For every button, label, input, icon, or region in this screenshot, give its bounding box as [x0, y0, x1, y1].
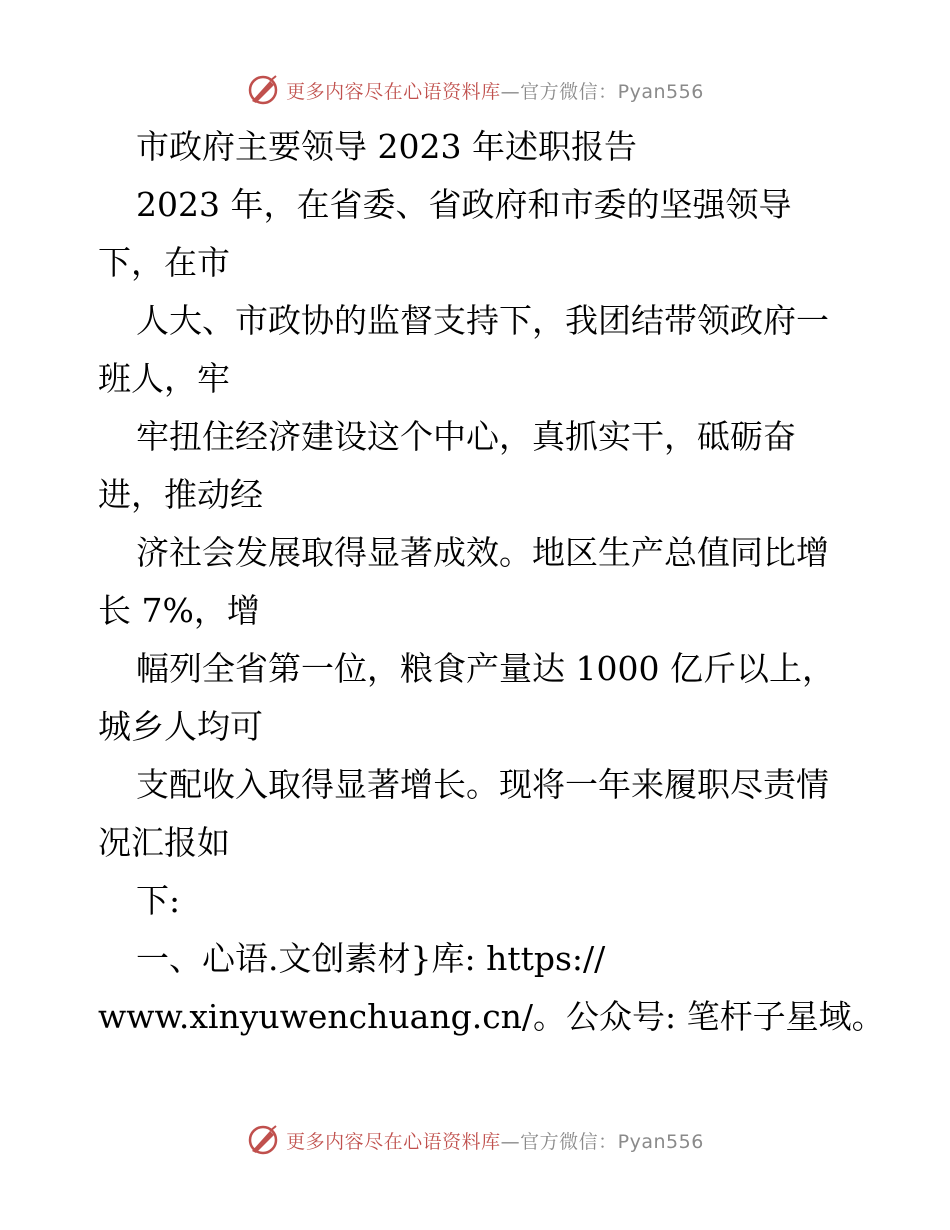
paragraph-line: 济社会发展取得显著成效。地区生产总值同比增: [136, 533, 829, 572]
paragraph-line: 班人，牢: [98, 359, 230, 398]
paragraph-line: 进，推动经: [98, 475, 263, 514]
watermark-banner-top: [0, 70, 950, 110]
paragraph-line: 人大、市政协的监督支持下，我团结带领政府一: [136, 301, 829, 340]
paragraph-line: 长 7%，增: [98, 591, 260, 630]
paragraph-line: 下:: [136, 881, 181, 920]
paragraph-line: 2023 年，在省委、省政府和市委的坚强领导: [136, 185, 792, 224]
watermark-text: 更多内容尽在心语资料库—官方微信：Pyan556: [286, 1130, 704, 1153]
paragraph-line: 牢扭住经济建设这个中心，真抓实干，砥砺奋: [136, 417, 796, 456]
paragraph-line: 幅列全省第一位，粮食产量达 1000 亿斤以上，: [136, 649, 835, 688]
watermark-banner-bottom: [0, 1120, 950, 1160]
document-title: 市政府主要领导 2023 年述职报告: [136, 127, 637, 166]
paragraph-line: 下，在市: [98, 243, 230, 282]
url-line: www.xinyuwenchuang.cn/。公众号: 笔杆子星域。: [98, 997, 885, 1036]
paragraph-line: 城乡人均可: [98, 707, 263, 746]
paragraph-line: 支配收入取得显著增长。现将一年来履职尽责情: [136, 765, 829, 804]
paragraph-line: 况汇报如: [98, 823, 230, 862]
section-heading-line: 一、心语.文创素材}库: https://: [136, 939, 606, 978]
watermark-text: 更多内容尽在心语资料库—官方微信：Pyan556: [286, 80, 704, 103]
quill-logo-icon: [246, 1123, 280, 1157]
quill-logo-icon: [246, 73, 280, 107]
